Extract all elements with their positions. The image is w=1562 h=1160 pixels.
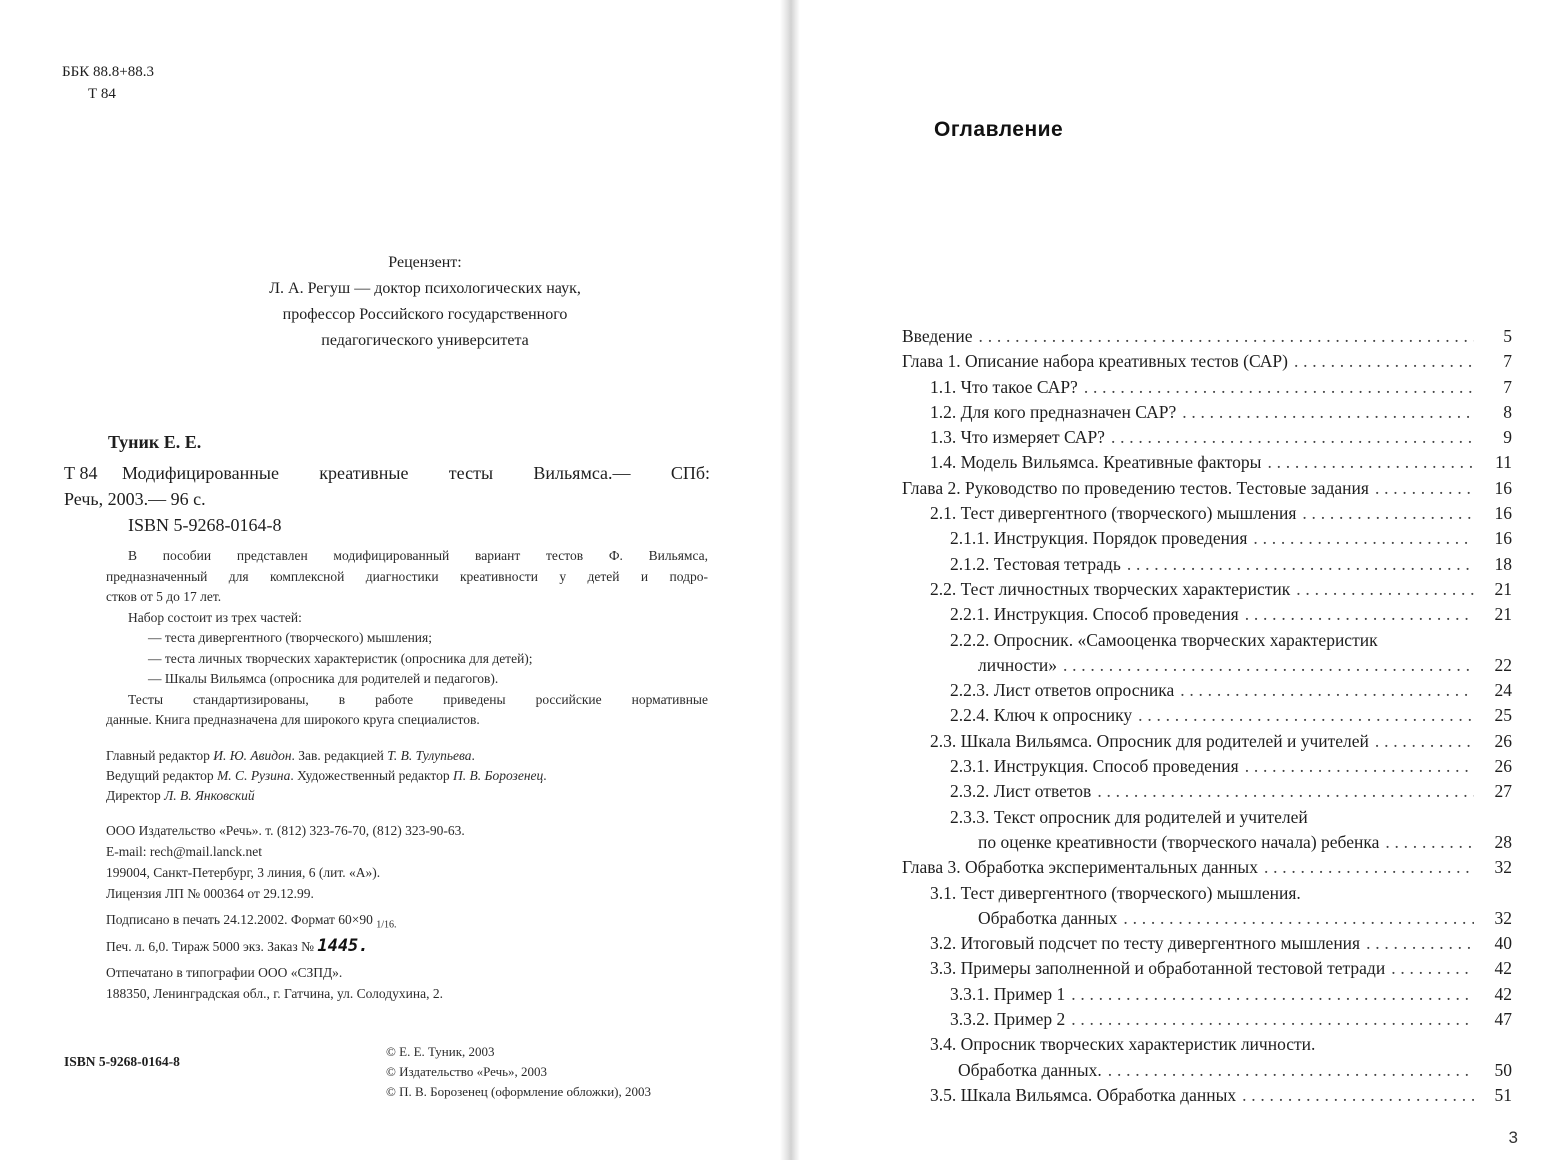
toc-entry-page: 22: [1494, 654, 1512, 675]
toc-leader: [1245, 602, 1474, 627]
annotation-line: Набор состоит из трех частей:: [128, 609, 302, 625]
toc-entry: [902, 779, 1512, 804]
toc-leader: [1071, 982, 1474, 1007]
toc-entry-label: 2.2.1. Инструкция. Способ проведения: [950, 604, 1239, 625]
toc-entry-label: 2.2.4. Ключ к опроснику: [950, 705, 1133, 726]
toc-entry-page: 16: [1494, 503, 1512, 524]
toc-entry-label: 1.1. Что такое САР?: [930, 376, 1078, 397]
toc-entry-page: 26: [1494, 730, 1512, 751]
format-fraction: 1/16.: [376, 919, 397, 931]
toc-entry: [902, 931, 1512, 956]
toc-leader: [1111, 425, 1474, 450]
toc-entry-page: 21: [1494, 604, 1512, 625]
toc-entry-page: 47: [1494, 1009, 1512, 1030]
annotation-line: данные. Книга предназначена для широкого круга специалистов.: [106, 712, 480, 727]
annotation-list-item: — теста личных творческих характеристик (опросника для детей);: [148, 650, 533, 666]
toc-entry-label: Введение: [902, 326, 973, 346]
toc-entry: [902, 450, 1512, 475]
copyright-block: [386, 1042, 651, 1102]
director-label: Директор: [106, 788, 161, 803]
table-of-contents: [902, 324, 1512, 1108]
copyright-line: © П. В. Борозенец (оформление обложки), 2003: [386, 1084, 652, 1099]
toc-entry-label: 1.4. Модель Вильямса. Креативные факторы: [930, 452, 1262, 473]
toc-entry-label: 3.3.2. Пример 2: [950, 1009, 1066, 1030]
book-imprint: Речь, 2003.— 96 с.: [64, 489, 206, 509]
toc-entry-page: 9: [1503, 427, 1512, 448]
page-number: 3: [1508, 1128, 1518, 1147]
publisher-block: [106, 820, 465, 904]
annotation-line: Тесты стандартизированы, в работе приведены российские нормативные: [128, 691, 708, 707]
toc-entry-page: 7: [1503, 351, 1512, 372]
toc-leader: [1385, 830, 1474, 855]
printing-house-line: Отпечатано в типографии ООО «СЗПД».: [106, 965, 343, 980]
publisher-license: Лицензия ЛП № 000364 от 29.12.99.: [106, 886, 314, 901]
toc-leader: [1071, 1007, 1474, 1032]
book-title: Модифицированные креативные тесты Вильямса.— СПб:: [122, 463, 710, 483]
chief-editor-name: И. Ю. Авидон: [213, 748, 292, 763]
toc-entry: [902, 982, 1512, 1007]
toc-leader: [1182, 400, 1474, 425]
toc-entry-page: 32: [1494, 857, 1512, 878]
toc-leader: [1366, 931, 1474, 956]
toc-entry: [902, 653, 1512, 678]
toc-leader: [1267, 450, 1474, 475]
toc-leader: [1108, 1058, 1474, 1083]
toc-entry: [902, 375, 1512, 400]
book-spine-shadow: [780, 0, 800, 1160]
copyright-line: © Издательство «Речь», 2003: [386, 1064, 548, 1079]
annotation-line: В пособии представлен модифицированный вариант тестов Ф. Вильямса,: [128, 548, 708, 563]
publisher-line: ООО Издательство «Речь». т. (812) 323-76-70, (812) 323-90-63.: [106, 823, 465, 838]
toc-entry: [902, 577, 1512, 602]
toc-entry-page: 50: [1494, 1059, 1512, 1080]
toc-entry-page: 42: [1494, 983, 1512, 1004]
toc-entry: [902, 855, 1512, 880]
toc-entry-page: 28: [1494, 831, 1512, 852]
chief-editor-label: Главный редактор: [106, 748, 210, 763]
toc-entry: [902, 805, 1512, 830]
toc-entry-label: 1.3. Что измеряет САР?: [930, 427, 1105, 448]
toc-entry-label: 2.1.2. Тестовая тетрадь: [950, 553, 1121, 574]
toc-leader: [1138, 703, 1474, 728]
annotation-list-item: — теста дивергентного (творческого) мышления;: [148, 630, 432, 645]
toc-entry-label: Глава 3. Обработка экспериментальных данных: [902, 857, 1258, 878]
toc-entry-page: 7: [1503, 376, 1512, 397]
book-isbn: ISBN 5-9268-0164-8: [128, 515, 282, 535]
toc-leader: [1253, 526, 1474, 551]
toc-entry-label: 2.2.2. Опросник. «Самооценка творческих характеристик: [950, 629, 1378, 650]
art-editor-label: . Художественный редактор: [290, 768, 450, 783]
toc-entry-page: 16: [1494, 528, 1512, 549]
editors-line: [106, 786, 547, 806]
toc-entry: [902, 881, 1512, 906]
printing-house: [106, 962, 443, 1004]
toc-entry-label: 3.5. Шкала Вильямса. Обработка данных: [930, 1084, 1237, 1105]
author-mark: Т 84: [88, 86, 116, 102]
print-details-line: [106, 910, 397, 936]
toc-entry-label: 3.4. Опросник творческих характеристик личности.: [930, 1034, 1316, 1055]
art-editor-name: П. В. Борозенец: [453, 768, 544, 783]
toc-entry-page: 21: [1494, 578, 1512, 599]
head-editor-name: Т. В. Тулупьева: [387, 748, 472, 763]
toc-entry-page: 11: [1495, 452, 1512, 473]
toc-leader: [1242, 1083, 1474, 1108]
toc-entry: [902, 1032, 1512, 1057]
toc-entry-label: 2.3. Шкала Вильямса. Опросник для родителей и учителей: [930, 730, 1369, 751]
editors-line: Главный редактор И. Ю. Авидон. Зав. редакцией Т. В. Тулупьева.: [106, 748, 475, 763]
print-details: [106, 910, 397, 957]
head-editor-label: . Зав. редакцией: [291, 748, 384, 763]
toc-entry-label: 2.3.2. Лист ответов: [950, 781, 1092, 802]
toc-entry: [902, 425, 1512, 450]
toc-leader: [1245, 754, 1474, 779]
lead-editor-label: Ведущий редактор: [106, 768, 214, 783]
toc-entry-page: 24: [1494, 680, 1512, 701]
toc-entry-label: 2.3.1. Инструкция. Способ проведения: [950, 756, 1239, 777]
reviewer-line: Л. А. Регуш — доктор психологических наук,: [269, 280, 581, 297]
reviewer-line: педагогического университета: [321, 332, 529, 349]
toc-entry: [902, 400, 1512, 425]
toc-entry-label: Обработка данных: [978, 907, 1118, 928]
toc-entry-label: 2.1.1. Инструкция. Порядок проведения: [950, 528, 1248, 549]
toc-heading: Оглавление: [934, 118, 1064, 141]
toc-leader: [1097, 779, 1474, 804]
toc-entry: [902, 1083, 1512, 1108]
toc-entry-label: 3.3. Примеры заполненной и обработанной тестовой тетради: [930, 958, 1386, 979]
toc-entry: [902, 602, 1512, 627]
print-details-line: [106, 936, 397, 957]
toc-entry-label: 2.1. Тест дивергентного (творческого) мышления: [930, 503, 1297, 524]
signed-date-format: Подписано в печать 24.12.2002. Формат 60×90: [106, 912, 373, 927]
annotation-line: стков от 5 до 17 лет.: [106, 589, 222, 604]
toc-entry-label: 2.3.3. Текст опросник для родителей и учителей: [950, 806, 1308, 827]
editors-line: Ведущий редактор М. С. Рузина. Художественный редактор П. В. Борозенец.: [106, 768, 547, 783]
toc-leader: [1084, 375, 1474, 400]
toc-entry: [902, 830, 1512, 855]
toc-leader: [1264, 855, 1474, 880]
isbn-bottom: ISBN 5-9268-0164-8: [64, 1054, 180, 1069]
toc-leader: [1063, 653, 1474, 678]
director-name: Л. В. Янковский: [164, 788, 255, 803]
toc-leader: [979, 324, 1474, 349]
handwritten-order-number: 1445.: [317, 935, 369, 956]
toc-entry-page: 51: [1494, 1084, 1512, 1105]
right-page: [800, 0, 1562, 1160]
toc-entry: [902, 476, 1512, 501]
annotation-line: предназначенный для комплексной диагностики креативности у детей и подро-: [106, 568, 708, 584]
toc-entry-page: 42: [1494, 958, 1512, 979]
bibliographic-code: Т 84: [64, 463, 98, 483]
reviewer-line: профессор Российского государственного: [282, 306, 568, 323]
copyright-line: © Е. Е. Туник, 2003: [386, 1044, 495, 1059]
toc-entry-page: 32: [1494, 907, 1512, 928]
toc-entry: [902, 729, 1512, 754]
toc-entry: [902, 526, 1512, 551]
left-page: [0, 0, 780, 1160]
toc-entry: [902, 552, 1512, 577]
toc-entry-label: Обработка данных.: [958, 1059, 1102, 1080]
toc-entry: [902, 703, 1512, 728]
editors-block: [106, 746, 547, 806]
toc-entry-label: 3.1. Тест дивергентного (творческого) мышления.: [930, 882, 1301, 903]
toc-leader: [1180, 678, 1474, 703]
reviewer-heading: Рецензент:: [388, 254, 462, 271]
toc-entry-label: Глава 2. Руководство по проведению тестов. Тестовые задания: [902, 477, 1369, 498]
toc-entry-label: 2.2.3. Лист ответов опросника: [950, 680, 1175, 701]
toc-entry: [902, 349, 1512, 374]
toc-entry-label: 3.2. Итоговый подсчет по тесту дивергентного мышления: [930, 933, 1361, 954]
publisher-address: 199004, Санкт-Петербург, 3 линия, 6 (лит. «А»).: [106, 865, 381, 880]
toc-entry-label: 2.2. Тест личностных творческих характеристик: [930, 578, 1291, 599]
toc-leader: [1391, 956, 1474, 981]
toc-leader: [1296, 577, 1474, 602]
toc-entry: [902, 501, 1512, 526]
toc-entry-label: 3.3.1. Пример 1: [950, 983, 1066, 1004]
toc-entry-label: личности»: [978, 654, 1057, 675]
lead-editor-name: М. С. Рузина: [217, 768, 291, 783]
toc-entry-page: 16: [1494, 477, 1512, 498]
toc-entry-page: 18: [1494, 553, 1512, 574]
toc-entry: [902, 956, 1512, 981]
toc-entry: [902, 678, 1512, 703]
toc-leader: [1294, 349, 1474, 374]
toc-entry-page: 27: [1494, 781, 1512, 802]
toc-entry: [902, 1007, 1512, 1032]
toc-entry-page: 8: [1503, 401, 1512, 422]
toc-entry: [902, 754, 1512, 779]
toc-leader: [1127, 552, 1474, 577]
reviewer-block: [160, 250, 690, 354]
toc-entry: [902, 906, 1512, 931]
author-name: Туник Е. Е.: [108, 432, 202, 452]
toc-leader: [1375, 729, 1474, 754]
toc-entry-page: 26: [1494, 756, 1512, 777]
annotation: [106, 546, 708, 731]
toc-entry-label: 1.2. Для кого предназначен САР?: [930, 401, 1177, 422]
toc-entry-label: по оценке креативности (творческого начала) ребенка: [978, 831, 1380, 852]
bbk-code: ББК 88.8+88.3: [62, 64, 154, 80]
printing-house-address: 188350, Ленинградская обл., г. Гатчина, ул. Солодухина, 2.: [106, 986, 443, 1001]
annotation-list-item: — Шкалы Вильямса (опросника для родителей и педагогов).: [148, 671, 499, 686]
toc-leader: [1302, 501, 1474, 526]
bibliographic-entry: [64, 460, 710, 538]
toc-entry-page: 40: [1494, 933, 1512, 954]
toc-leader: [1375, 476, 1474, 501]
toc-leader: [1123, 906, 1474, 931]
toc-entry: [902, 628, 1512, 653]
toc-entry-label: Глава 1. Описание набора креативных тестов (САР): [902, 351, 1288, 372]
publisher-email: E-mail: rech@mail.lanck.net: [106, 844, 262, 859]
toc-entry: [902, 324, 1512, 349]
toc-entry-page: 25: [1494, 705, 1512, 726]
toc-entry: [902, 1058, 1512, 1083]
print-run: Печ. л. 6,0. Тираж 5000 экз. Заказ №: [106, 938, 314, 954]
toc-entry-page: 5: [1503, 326, 1512, 346]
